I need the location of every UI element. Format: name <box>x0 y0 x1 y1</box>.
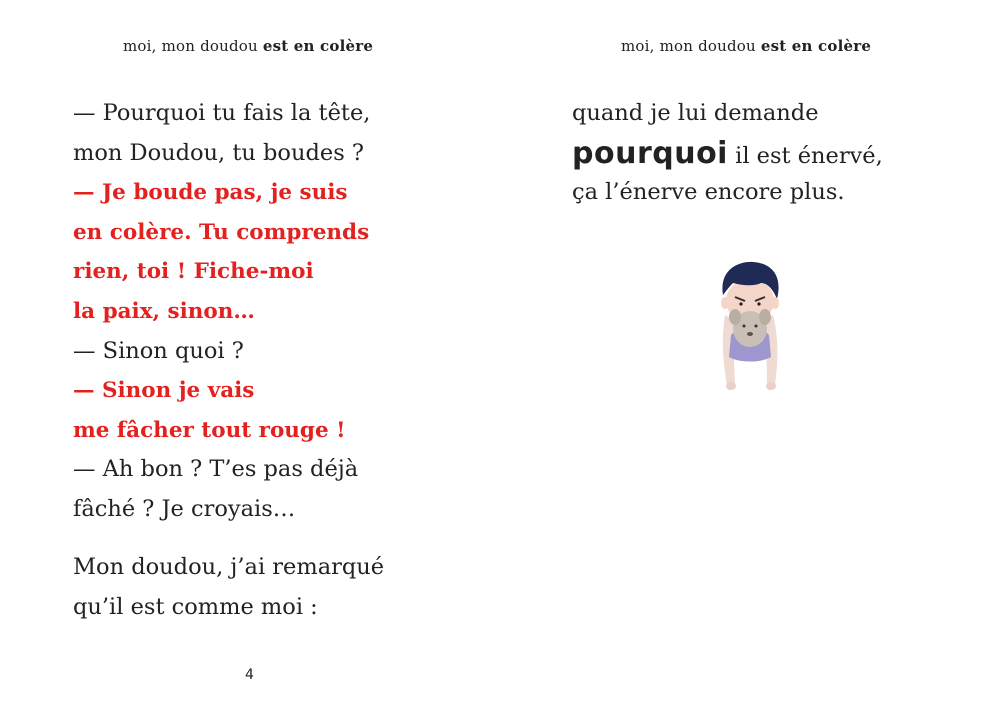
running-head-right <box>621 37 871 55</box>
running-head-plain: moi, mon doudou <box>123 37 258 55</box>
left-eye <box>739 302 742 305</box>
dialogue-line-red: me fâcher tout rouge ! <box>73 417 346 443</box>
narration-line: qu’il est comme moi : <box>73 593 318 620</box>
dialogue-line: fâché ? Je croyais… <box>73 495 296 522</box>
emphasis-word: pourquoi <box>572 135 728 171</box>
plush-eye <box>755 325 758 328</box>
text-line: quand je lui demande <box>572 100 819 126</box>
right-eye <box>757 302 760 305</box>
text-line-emphasis <box>572 134 883 174</box>
dialogue-block <box>73 94 370 530</box>
text-line: ça l’énerve encore plus. <box>572 179 845 206</box>
running-head-bold: est en colère <box>262 37 374 55</box>
ear <box>721 297 729 309</box>
dialogue-line: — Ah bon ? T’es pas déjà <box>73 456 359 483</box>
dialogue-line-red: en colère. Tu comprends <box>73 219 370 245</box>
running-head-plain: moi, mon doudou <box>621 37 756 55</box>
dialogue-line-red: — Je boude pas, je suis <box>73 180 348 206</box>
right-text-block <box>572 94 883 213</box>
dialogue-line: mon Doudou, tu boudes ? <box>73 139 364 166</box>
running-head-left <box>123 37 373 55</box>
angry-boy-holding-plush-illustration <box>705 253 795 393</box>
dialogue-line: — Pourquoi tu fais la tête, <box>73 100 371 126</box>
narration-block <box>73 548 384 627</box>
plush-eye <box>743 325 746 328</box>
ear <box>771 297 779 309</box>
text-line-rest: il est énervé, <box>727 142 883 169</box>
dialogue-line: — Sinon quoi ? <box>73 337 244 364</box>
right-hand <box>766 382 776 390</box>
left-hand <box>726 382 736 390</box>
plush-nose <box>747 332 753 336</box>
plush-ear <box>759 309 771 325</box>
dialogue-line-red: — Sinon je vais <box>73 378 255 404</box>
dialogue-line-red: la paix, sinon… <box>73 298 255 324</box>
page-number: 4 <box>245 667 254 683</box>
right-page <box>500 0 1000 720</box>
narration-line: Mon doudou, j’ai remarqué <box>73 554 385 580</box>
running-head-bold: est en colère <box>760 37 872 55</box>
dialogue-line-red: rien, toi ! Fiche-moi <box>73 259 314 285</box>
plush-ear <box>729 309 741 325</box>
